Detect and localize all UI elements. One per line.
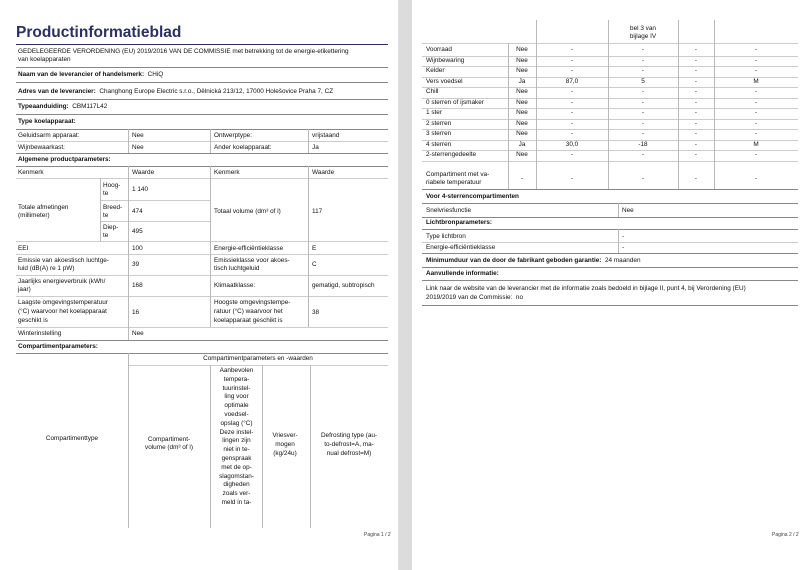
dimensions-label-1: Totale afmetingen	[18, 204, 69, 211]
compartment-volume: -	[570, 46, 574, 53]
comp-temp-line: meld in ta-	[221, 499, 252, 506]
energy-label-2: jaar)	[18, 286, 31, 293]
variable-defrost: -	[754, 175, 758, 182]
col-header-kenmerk-2: Kenmerk	[214, 169, 240, 176]
comp-temp-line: zoals ver-	[222, 490, 251, 498]
compartment-name: Wijnbewaring	[426, 56, 465, 64]
compartment-present: Nee	[516, 88, 528, 95]
compartment-freeze: -	[694, 119, 698, 127]
quick-freeze-value: Nee	[622, 207, 634, 214]
compartment-freeze: -	[694, 67, 698, 74]
noise-label-2: luid (dB(A) re 1 pW)	[18, 265, 75, 272]
guarantee-row	[426, 257, 641, 265]
supplier-label: Naam van de leverancier of handelsmerk:	[18, 71, 145, 78]
dimensions-label-2: (millimeter)	[18, 212, 50, 219]
compartment-temp: -	[641, 56, 645, 64]
comp-temp-line: tuurinstel-	[222, 384, 251, 392]
address-label: Adres van de leverancier:	[18, 88, 96, 95]
width-label-1: Breed-	[103, 204, 123, 211]
compartment-volume: 87,0	[565, 77, 579, 85]
compartment-heading: Compartimentparameters:	[18, 343, 98, 350]
compartment-defrost: -	[754, 130, 758, 137]
depth-label-1: Diep-	[103, 224, 119, 231]
compartment-present: Ja	[518, 77, 526, 85]
address-value: Changhong Europe Electric s.r.o., Dělnická 213/12, 17000 Holešovice Praha 7, CZ	[99, 88, 334, 95]
compartment-defrost: -	[754, 88, 758, 95]
compartment-name: 3 sterren	[426, 130, 452, 137]
additional-line-2: 2019/2019 van de Commissie: no	[426, 294, 523, 301]
compartment-name: Kelder	[426, 67, 445, 74]
compartment-present: Nee	[516, 56, 528, 64]
wine-label: Wijnbewaarkast:	[18, 144, 65, 151]
compartment-present: Ja	[518, 140, 526, 148]
comp-params-header: Compartimentparameters en -waarden	[203, 355, 313, 362]
width-value: 474	[132, 208, 143, 215]
min-temp-label-2: (°C) waarvoor het koelapparaat	[18, 308, 107, 315]
compartment-freeze: -	[694, 77, 698, 85]
other-label: Ander koelapparaat:	[214, 144, 272, 151]
guarantee-label: Minimumduur van de door de fabrikant geboden garantie:	[426, 257, 602, 264]
design-label: Ontwerptype:	[214, 132, 253, 139]
comp-temp-line: Deze instel-	[219, 428, 254, 436]
wine-value: Nee	[132, 144, 144, 151]
noise-class-label-1: Emissieklasse voor akoes-	[214, 257, 290, 264]
col-header-waarde-2: Waarde	[312, 169, 335, 176]
variable-label-2: riabele temperatuur	[426, 179, 482, 186]
compartment-volume: -	[570, 130, 574, 137]
light-class-label: Energie-efficiëntieklasse	[426, 244, 496, 251]
min-temp-value: 16	[132, 309, 140, 316]
model-value: CBM117L42	[72, 103, 108, 110]
light-type-value: -	[622, 233, 625, 240]
supplier-row	[18, 71, 163, 79]
comp-temp-line: met de op-	[221, 463, 252, 471]
noise-class-label-2: tisch luchtgeluid	[214, 265, 260, 272]
compartment-freeze: -	[694, 56, 698, 64]
regulation-line-1: GEDELEGEERDE VERORDENING (EU) 2019/2016 VAN DE COMMISSIE met betrekking tot de energie-etikettering	[18, 48, 349, 55]
compartment-name: 2 sterren	[426, 119, 452, 127]
variable-volume: -	[570, 175, 574, 182]
compartment-present: Nee	[516, 67, 528, 74]
model-row	[18, 103, 107, 111]
compartment-temp: -	[641, 88, 645, 95]
comp-temp-line: optimale	[224, 402, 249, 410]
address-row	[18, 88, 333, 96]
compartment-defrost: -	[754, 119, 758, 127]
height-label-2: te	[103, 190, 109, 197]
compartment-temp: -	[641, 109, 645, 116]
quiet-label: Geluidsarm apparaat:	[18, 132, 80, 139]
cont-line-1: bel 3 van	[630, 25, 656, 32]
width-label-2: te	[103, 212, 109, 219]
comp-temp-line: lingen zijn	[222, 437, 251, 445]
compartment-present: Nee	[516, 98, 528, 106]
compartment-volume: -	[570, 98, 574, 106]
compartment-freeze: -	[694, 109, 698, 116]
compartment-name: 1 ster	[426, 109, 442, 116]
comp-temp-line: digheden	[223, 481, 250, 489]
compartment-defrost: -	[754, 109, 758, 116]
compartment-name: Voorraad	[426, 46, 452, 53]
climate-value: gematigd, subtropisch	[312, 282, 375, 289]
compartment-volume: -	[570, 119, 574, 127]
additional-line-1: Link naar de website van de leverancier met de informatie zoals bedoeld in bijlage II, punt 4, bij Verordening (EU)	[426, 285, 746, 292]
compartment-temp: -	[641, 151, 645, 158]
compartment-present: Nee	[516, 151, 528, 158]
max-temp-label-3: koelapparaat geschikt is	[214, 317, 283, 324]
comp-temp-line: opslag (°C)	[220, 419, 253, 427]
compartment-name: 2-sterrengedeelte	[426, 151, 477, 158]
compartment-temp: -18	[638, 140, 648, 148]
compartment-freeze: -	[694, 151, 698, 158]
other-value: Ja	[312, 144, 319, 151]
comp-temp-line: voedsel-	[224, 411, 249, 418]
compartment-defrost: -	[754, 67, 758, 74]
light-class-value: -	[622, 244, 625, 251]
additional-value: no	[515, 294, 523, 301]
compartment-defrost: M	[753, 140, 759, 148]
compartment-name: Chill	[426, 88, 439, 95]
compartment-present: Nee	[516, 119, 528, 127]
compartment-defrost: -	[754, 151, 758, 158]
compartment-defrost: -	[754, 46, 758, 53]
variable-freeze: -	[694, 175, 698, 182]
page-number-1: Pagina 1 / 2	[364, 532, 391, 538]
compartment-present: Nee	[516, 46, 528, 53]
max-temp-value: 38	[312, 309, 320, 316]
title-divider	[16, 44, 388, 45]
variable-temp: -	[641, 175, 645, 182]
compartment-freeze: -	[694, 98, 698, 106]
volume-value: 117	[312, 208, 323, 215]
compartment-volume: 30,0	[565, 140, 579, 148]
comp-temp-line: genspraak	[221, 455, 252, 462]
compartment-name: 4 sterren	[426, 140, 452, 148]
document-page-2	[412, 0, 810, 570]
type-heading: Type koelapparaat:	[18, 118, 76, 125]
variable-present: -	[520, 175, 524, 182]
energy-label-1: Jaarlijks energieverbruik (kWh/	[18, 278, 106, 285]
comp-temp-line: ling voor	[224, 393, 249, 401]
energy-value: 168	[132, 282, 143, 289]
guarantee-value: 24 maanden	[604, 257, 641, 264]
compartment-defrost: M	[753, 77, 759, 85]
quiet-value: Nee	[132, 132, 144, 139]
noise-value: 39	[132, 261, 140, 268]
comp-temp-line: Aanbevolen	[219, 367, 254, 374]
compartment-present: Nee	[516, 109, 528, 116]
noise-label-1: Emissie van akoestisch luchtge-	[18, 257, 109, 264]
compartment-freeze: -	[694, 88, 698, 95]
additional-heading: Aanvullende informatie:	[426, 270, 499, 277]
winter-value: Nee	[132, 330, 144, 337]
quick-freeze-label: Snelvriesfunctie	[426, 207, 472, 214]
max-temp-label-1: Hoogste omgevingstempe-	[214, 299, 291, 306]
height-value: 1 140	[132, 186, 148, 193]
max-temp-label-2: ratuur (°C) waarvoor het	[214, 308, 283, 315]
light-heading: Lichtbronparameters:	[426, 219, 493, 226]
compartment-temp: -	[641, 98, 645, 106]
comp-temp-line: slagomstan-	[219, 472, 254, 480]
table-row-divider	[422, 161, 798, 162]
compartment-temp: -	[641, 67, 645, 74]
col-header-kenmerk-1: Kenmerk	[18, 169, 44, 176]
compartment-volume: -	[570, 151, 574, 158]
light-type-label: Type lichtbron	[426, 233, 466, 240]
volume-label: Totaal volume (dm³ of l)	[214, 208, 281, 215]
climate-label: Klimaatklasse:	[214, 282, 256, 289]
compartment-freeze: -	[694, 130, 698, 137]
col-header-waarde-1: Waarde	[132, 169, 155, 176]
compartment-volume: -	[570, 88, 574, 95]
eei-value: 100	[132, 245, 143, 252]
regulation-line-2: van koelapparaten	[18, 56, 71, 63]
depth-label-2: te	[103, 232, 109, 239]
comp-type-label: Compartimenttype	[45, 435, 99, 442]
compartment-volume: -	[570, 67, 574, 74]
compartment-freeze: -	[694, 46, 698, 53]
min-temp-label-3: geschikt is	[18, 317, 48, 324]
height-label-1: Hoog-	[103, 182, 121, 189]
compartment-name: 0 sterren of ijsmaker	[426, 98, 484, 106]
model-label: Typeaanduiding:	[18, 103, 69, 110]
compartment-temp: -	[641, 119, 645, 127]
document-title: Productinformatieblad	[16, 24, 182, 41]
compartment-temp: -	[641, 46, 645, 53]
winter-label: Winterinstelling	[18, 330, 62, 337]
design-value: vrijstaand	[312, 132, 340, 139]
comp-temp-line: tempera-	[223, 375, 250, 383]
eff-class-value: E	[312, 245, 317, 252]
comp-temp-line: niet in te-	[223, 446, 250, 454]
four-star-heading: Voor 4-sterrencompartimenten	[426, 193, 519, 200]
compartment-present: Nee	[516, 130, 528, 137]
eei-label: EEI	[18, 245, 29, 252]
compartment-name: Vers voedsel	[426, 77, 463, 85]
page-number-2: Pagina 2 / 2	[772, 532, 799, 538]
compartment-temp: 5	[641, 77, 645, 85]
compartment-defrost: -	[754, 98, 758, 106]
compartment-freeze: -	[694, 140, 698, 148]
noise-class-value: C	[312, 261, 317, 268]
document-page-1: Productinformatieblad GEDELEGEERDE VERORDENING (EU) 2019/2016 VAN DE COMMISSIE met betrekking tot de energie-etikettering van koelapparaten Naam van de leverancier of handelsmerk: CHiQ Adres van de leverancier: Changhong Europe Electric s.r.o., Dělnická 213/12, 17000 Holešovice Praha 7, CZ Typeaanduiding: CBM117L42 Type koelapparaat: Geluidsarm apparaat: Nee Ontwerptype: vrijstaand Wijnbewaarkast: Nee Ander koelapparaat: Ja Algemene productparameters: Kenmerk Waarde Kenmerk Waarde Totale afmetingen (millimeter) Hoog- te 1 140 Breed- te 474 Diep- te 495 Totaal volume (dm³ of l) 117 EEI 100 Energie-efficiëntieklasse E Emissie van akoestisch luchtge- luid (dB(A) re 1 pW) 39 Emissieklasse voor akoes- tisch luchtgeluid C Jaarlijks energieverbruik (kWh/ jaar) 168 Klimaatklasse: gematigd, subtropisch Laagste omgevingstemperatuur (°C) waarvoor het koelapparaat geschikt is 16 Hoogste omgevingstempe- ratuur (°C) waarvoor het koelapparaat geschikt is 38 Winterinstelling Nee Compartimentparameters: Compartimentparameters en -waarden Compartimenttype Compartiment- volume (dm³ of l) Aanbevolen tempera- tuurinstel- ling voor optimale voedsel- opslag (°C) Deze instel- lingen zijn niet in te- genspraak met de op- slagomstan- digheden zoals ver- meld in ta- Vriesver- mogen (kg/24u) Defrosting type (au- to-defrost=A, ma- nual defrost=M) Pagina 1 / 2	[0, 0, 398, 570]
compartment-volume: -	[570, 109, 574, 116]
depth-value: 495	[132, 228, 143, 235]
compartment-volume: -	[570, 56, 574, 64]
supplier-value: CHiQ	[147, 71, 164, 78]
general-heading: Algemene productparameters:	[18, 156, 111, 163]
cont-line-2: bijlage IV	[629, 33, 657, 40]
min-temp-label-1: Laagste omgevingstemperatuur	[18, 299, 108, 306]
eff-class-label: Energie-efficiëntieklasse	[214, 245, 284, 252]
compartment-temp: -	[641, 130, 645, 137]
compartment-defrost: -	[754, 56, 758, 64]
variable-label-1: Compartiment met va-	[426, 171, 490, 178]
